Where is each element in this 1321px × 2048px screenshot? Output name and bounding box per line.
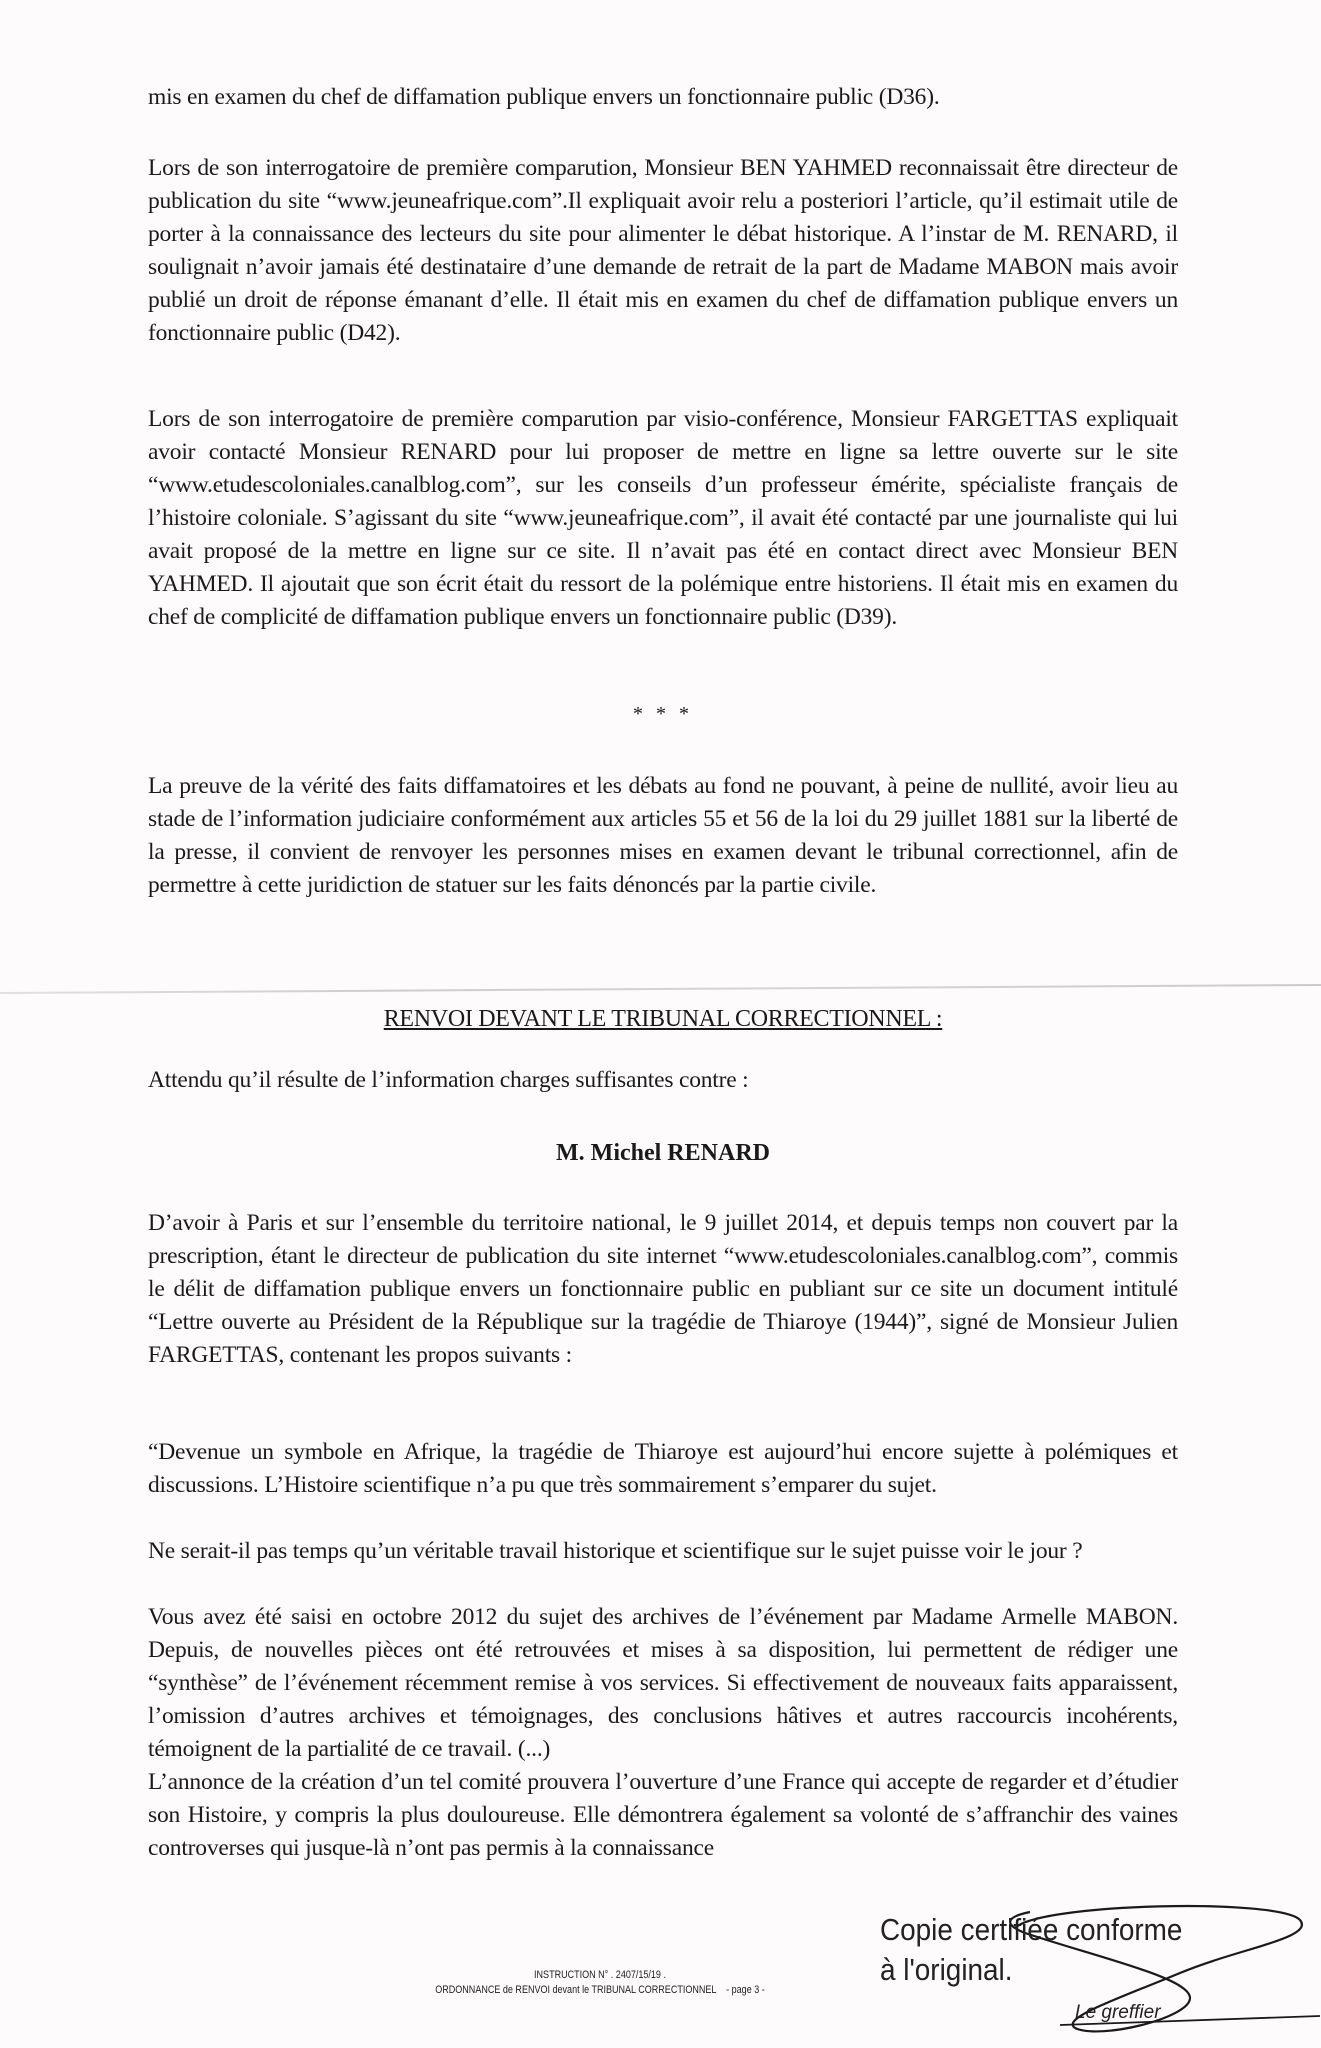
paragraph-attendu: Attendu qu’il résulte de l’information charges suffisantes contre : (148, 1067, 749, 1093)
quote-line-1: “Devenue un symbole en Afrique, la tragédie de Thiaroye est aujourd’hui encore sujette à polémiques et discussions. L’Histoire scientifique n’a pu que très sommairement s’emparer du sujet. (148, 1439, 1178, 1498)
stamp-signature-label: Le greffier (1075, 2002, 1161, 2023)
section-heading: RENVOI DEVANT LE TRIBUNAL CORRECTIONNEL : (383, 1006, 943, 1032)
paragraph-charge: D’avoir à Paris et sur l’ensemble du territoire national, le 9 juillet 2014, et depuis temps non couvert par la prescription, étant le directeur de publication du site internet “www.etudescoloniales.canalblog.com”, commis le délit de diffamation publique envers un fonctionnaire public en publiant sur ce site un document intitulé “Lettre ouverte au Président de la République sur la tragédie de Thiaroye (1944)”, signé de Monsieur Julien FARGETTAS, contenant les propos suivants : (148, 1210, 1178, 1368)
defendant-name: M. Michel RENARD (556, 1140, 770, 1166)
page-number: - page 3 - (726, 1984, 765, 1996)
ordonnance-title: ORDONNANCE de RENVOI devant le TRIBUNAL CORRECTIONNEL (435, 1984, 717, 1996)
paragraph-ben-yahmed: Lors de son interrogatoire de première comparution, Monsieur BEN YAHMED reconnaissait être directeur de publication du site “www.jeuneafrique.com”.Il expliquait avoir relu a posteriori l’article, qu’il estimait utile de porter à la connaissance des lecteurs du site pour alimenter le débat historique. A l’instar de M. RENARD, il soulignait n’avoir jamais été destinataire d’une demande de retrait de la part de Madame MABON mais avoir publié un droit de réponse émanant d’elle. Il était mis en examen du chef de diffamation publique envers un fonctionnaire public (D42). (148, 155, 1178, 346)
footer-ordonnance-line (387, 1983, 813, 1998)
section-separator: * * * (633, 703, 693, 725)
stamp-original-text: à l'original. (880, 1952, 1013, 1987)
page-footer (387, 1968, 813, 1998)
quote-line-4: L’annonce de la création d’un tel comité prouvera l’ouverture d’une France qui accepte de regarder et d’étudier son Histoire, y compris la plus douloureuse. Elle démontrera également sa volonté de s’affranchir des vaines controverses qui jusque-là n’ont pas permis à la connaissance (148, 1769, 1178, 1861)
quote-line-2: Ne serait-il pas temps qu’un véritable travail historique et scientifique sur le sujet puisse voir le jour ? (148, 1538, 1083, 1564)
stamp-copy-text: Copie certifiée conforme (880, 1912, 1183, 1947)
paper-fold-line (0, 984, 1321, 994)
paragraph-conclusion: La preuve de la vérité des faits diffamatoires et les débats au fond ne pouvant, à peine de nullité, avoir lieu au stade de l’information judiciaire conformément aux articles 55 et 56 de la loi du 29 juillet 1881 sur la liberté de la presse, il convient de renvoyer les personnes mises en examen devant le tribunal correctionnel, afin de permettre à cette juridiction de statuer sur les faits dénoncés par la partie civile. (148, 773, 1178, 898)
paragraph-continuation: mis en examen du chef de diffamation publique envers un fonctionnaire public (D36). (148, 84, 940, 110)
certification-stamp (860, 1898, 1320, 2038)
paragraph-fargettas: Lors de son interrogatoire de première comparution par visio-conférence, Monsieur FARGETTAS expliquait avoir contacté Monsieur RENARD pour lui proposer de mettre en ligne sa lettre ouverte sur le site “www.etudescoloniales.canalblog.com”, sur les conseils d’un professeur émérite, spécialiste français de l’histoire coloniale. S’agissant du site “www.jeuneafrique.com”, il avait été contacté par une journaliste qui lui avait proposé de la mettre en ligne sur ce site. Il n’avait pas été en contact direct avec Monsieur BEN YAHMED. Il ajoutait que son écrit était du ressort de la polémique entre historiens. Il était mis en examen du chef de complicité de diffamation publique envers un fonctionnaire public (D39). (148, 406, 1178, 630)
quote-line-3: Vous avez été saisi en octobre 2012 du sujet des archives de l’événement par Madame Armelle MABON. Depuis, de nouvelles pièces ont été retrouvées et mises à sa disposition, lui permettent de rédiger une “synthèse” de l’événement récemment remise à vos services. Si effectivement de nouveaux faits apparaissent, l’omission d’autres archives et témoignages, des conclusions hâtives et autres raccourcis incohérents, témoignent de la partialité de ce travail. (...) (148, 1604, 1178, 1762)
instruction-number: INSTRUCTION N° . 2407/15/19 . (534, 1969, 666, 1981)
